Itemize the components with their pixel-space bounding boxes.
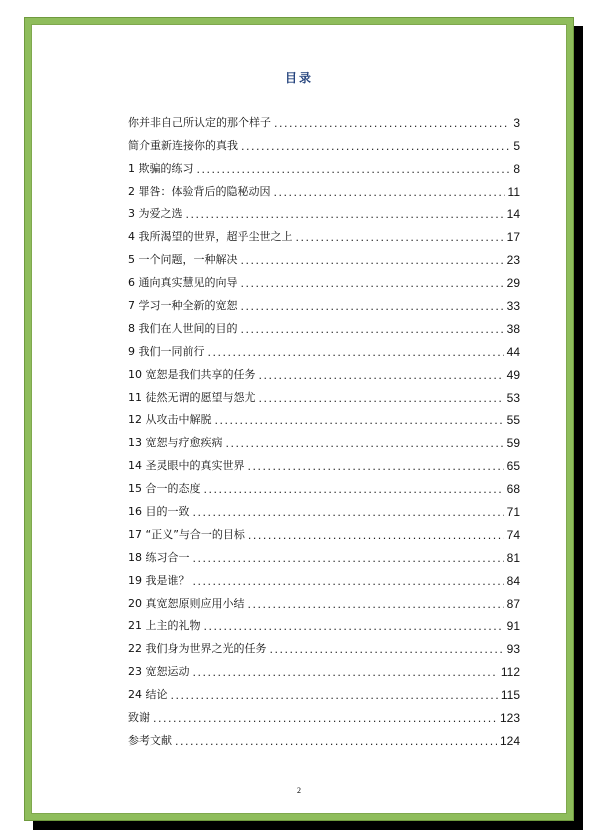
toc-entry-page: 11 bbox=[507, 184, 520, 199]
toc-entry-label: 21 上主的礼物 bbox=[128, 619, 201, 633]
toc-dot-leader bbox=[248, 529, 504, 542]
toc-entry[interactable] bbox=[128, 267, 520, 290]
toc-dot-leader bbox=[241, 277, 504, 290]
toc-entry[interactable] bbox=[128, 313, 520, 336]
toc-entry-label: 8 我们在人世间的目的 bbox=[128, 321, 238, 335]
toc-entry-label: 6 通向真实慧见的向导 bbox=[128, 276, 238, 290]
toc-entry-page: 5 bbox=[513, 138, 520, 153]
toc-entry-label: 简介重新连接你的真我 bbox=[128, 138, 238, 152]
toc-dot-leader bbox=[296, 231, 504, 244]
toc-entry[interactable] bbox=[128, 542, 520, 565]
toc-entry-page: 59 bbox=[506, 436, 520, 451]
toc-dot-leader bbox=[193, 575, 504, 588]
toc-entry[interactable] bbox=[128, 725, 520, 748]
toc-entry[interactable] bbox=[128, 405, 520, 428]
toc-entry-label: 10 宽恕是我们共享的任务 bbox=[128, 367, 256, 381]
toc-entry-label: 2 罪咎：体验背后的隐秘动因 bbox=[128, 184, 271, 198]
toc-entry-page: 71 bbox=[506, 505, 520, 520]
toc-entry[interactable] bbox=[128, 496, 520, 519]
toc-entry-page: 74 bbox=[506, 527, 520, 542]
table-of-contents bbox=[128, 107, 520, 748]
toc-title: 目录 bbox=[284, 71, 313, 85]
toc-entry-page: 17 bbox=[506, 230, 520, 245]
toc-entry-page: 112 bbox=[500, 665, 520, 680]
toc-entry-page: 68 bbox=[506, 482, 520, 497]
toc-entry-label: 11 徒然无谓的愿望与怨尤 bbox=[128, 390, 256, 404]
toc-dot-leader bbox=[193, 666, 498, 679]
toc-dot-leader bbox=[193, 506, 504, 519]
toc-entry-page: 44 bbox=[506, 344, 520, 359]
document-page bbox=[31, 24, 567, 814]
toc-entry-label: 4 我所渴望的世界，超乎尘世之上 bbox=[128, 230, 293, 244]
toc-dot-leader bbox=[274, 117, 510, 130]
toc-entry-page: 115 bbox=[500, 688, 520, 703]
toc-dot-leader bbox=[175, 735, 497, 748]
toc-entry-page: 14 bbox=[506, 207, 520, 222]
toc-entry-label: 17 “正义”与合一的目标 bbox=[128, 527, 245, 541]
toc-entry[interactable] bbox=[128, 290, 520, 313]
toc-entry-page: 65 bbox=[506, 459, 520, 474]
toc-entry[interactable] bbox=[128, 176, 520, 199]
toc-dot-leader bbox=[204, 483, 504, 496]
toc-entry[interactable] bbox=[128, 702, 520, 725]
page-number: 2 bbox=[297, 786, 301, 795]
toc-entry-label: 致谢 bbox=[128, 711, 150, 725]
toc-dot-leader bbox=[226, 437, 504, 450]
toc-entry[interactable] bbox=[128, 427, 520, 450]
toc-entry[interactable] bbox=[128, 199, 520, 222]
toc-dot-leader bbox=[193, 552, 504, 565]
toc-entry-label: 1 欺骗的练习 bbox=[128, 161, 194, 175]
toc-entry[interactable] bbox=[128, 130, 520, 153]
toc-entry-page: 87 bbox=[506, 596, 520, 611]
toc-entry[interactable] bbox=[128, 611, 520, 634]
toc-dot-leader bbox=[241, 254, 504, 267]
toc-entry-label: 22 我们身为世界之光的任务 bbox=[128, 642, 267, 656]
toc-dot-leader bbox=[153, 712, 497, 725]
toc-entry-label: 9 我们一同前行 bbox=[128, 344, 205, 358]
toc-entry[interactable] bbox=[128, 565, 520, 588]
toc-entry[interactable] bbox=[128, 473, 520, 496]
toc-entry-label: 18 练习合一 bbox=[128, 550, 190, 564]
toc-dot-leader bbox=[259, 392, 504, 405]
toc-entry-page: 93 bbox=[506, 642, 520, 657]
toc-entry-page: 33 bbox=[506, 299, 520, 314]
toc-entry[interactable] bbox=[128, 656, 520, 679]
toc-entry-page: 23 bbox=[506, 253, 520, 268]
toc-dot-leader bbox=[208, 346, 504, 359]
toc-entry-label: 13 宽恕与疗愈疾病 bbox=[128, 436, 223, 450]
toc-entry-page: 53 bbox=[506, 390, 520, 405]
toc-dot-leader bbox=[241, 140, 510, 153]
toc-entry-page: 8 bbox=[513, 161, 520, 176]
toc-entry[interactable] bbox=[128, 382, 520, 405]
toc-entry-label: 24 结论 bbox=[128, 688, 168, 702]
toc-entry-label: 16 目的一致 bbox=[128, 505, 190, 519]
toc-entry-page: 91 bbox=[506, 619, 520, 634]
toc-entry[interactable] bbox=[128, 107, 520, 130]
toc-entry[interactable] bbox=[128, 221, 520, 244]
toc-entry-page: 124 bbox=[499, 733, 520, 748]
toc-entry[interactable] bbox=[128, 244, 520, 267]
toc-entry-label: 14 圣灵眼中的真实世界 bbox=[128, 459, 245, 473]
toc-entry-label: 12 从攻击中解脱 bbox=[128, 413, 212, 427]
toc-entry-page: 55 bbox=[506, 413, 520, 428]
toc-entry-label: 你并非自己所认定的那个样子 bbox=[128, 115, 271, 129]
toc-entry[interactable] bbox=[128, 633, 520, 656]
toc-entry-page: 81 bbox=[506, 550, 520, 565]
toc-entry-page: 3 bbox=[513, 115, 520, 130]
toc-entry[interactable] bbox=[128, 450, 520, 473]
toc-entry-label: 23 宽恕运动 bbox=[128, 665, 190, 679]
toc-dot-leader bbox=[248, 460, 504, 473]
toc-entry-page: 29 bbox=[506, 276, 520, 291]
toc-dot-leader bbox=[270, 643, 504, 656]
toc-entry-label: 5 一个问题，一种解决 bbox=[128, 253, 238, 267]
toc-entry[interactable] bbox=[128, 588, 520, 611]
toc-entry[interactable] bbox=[128, 336, 520, 359]
toc-entry-label: 20 真宽恕原则应用小结 bbox=[128, 596, 245, 610]
toc-entry-label: 3 为爱之选 bbox=[128, 207, 183, 221]
toc-dot-leader bbox=[274, 186, 505, 199]
toc-entry-label: 19 我是谁？ bbox=[128, 573, 190, 587]
toc-dot-leader bbox=[241, 300, 504, 313]
toc-entry-label: 7 学习一种全新的宽恕 bbox=[128, 299, 238, 313]
toc-dot-leader bbox=[241, 323, 504, 336]
toc-dot-leader bbox=[171, 689, 498, 702]
toc-entry[interactable] bbox=[128, 153, 520, 176]
toc-entry-page: 49 bbox=[506, 367, 520, 382]
toc-dot-leader bbox=[186, 208, 504, 221]
toc-dot-leader bbox=[197, 163, 511, 176]
toc-entry-page: 38 bbox=[506, 321, 520, 336]
toc-entry-label: 15 合一的态度 bbox=[128, 482, 201, 496]
toc-entry[interactable] bbox=[128, 679, 520, 702]
toc-entry[interactable] bbox=[128, 359, 520, 382]
toc-entry-page: 84 bbox=[506, 573, 520, 588]
toc-entry[interactable] bbox=[128, 519, 520, 542]
toc-dot-leader bbox=[248, 598, 504, 611]
page-border-frame bbox=[24, 17, 574, 821]
toc-dot-leader bbox=[215, 414, 504, 427]
toc-dot-leader bbox=[204, 620, 504, 633]
toc-entry-label: 参考文献 bbox=[128, 733, 172, 747]
toc-dot-leader bbox=[259, 369, 504, 382]
toc-entry-page: 123 bbox=[499, 711, 520, 726]
